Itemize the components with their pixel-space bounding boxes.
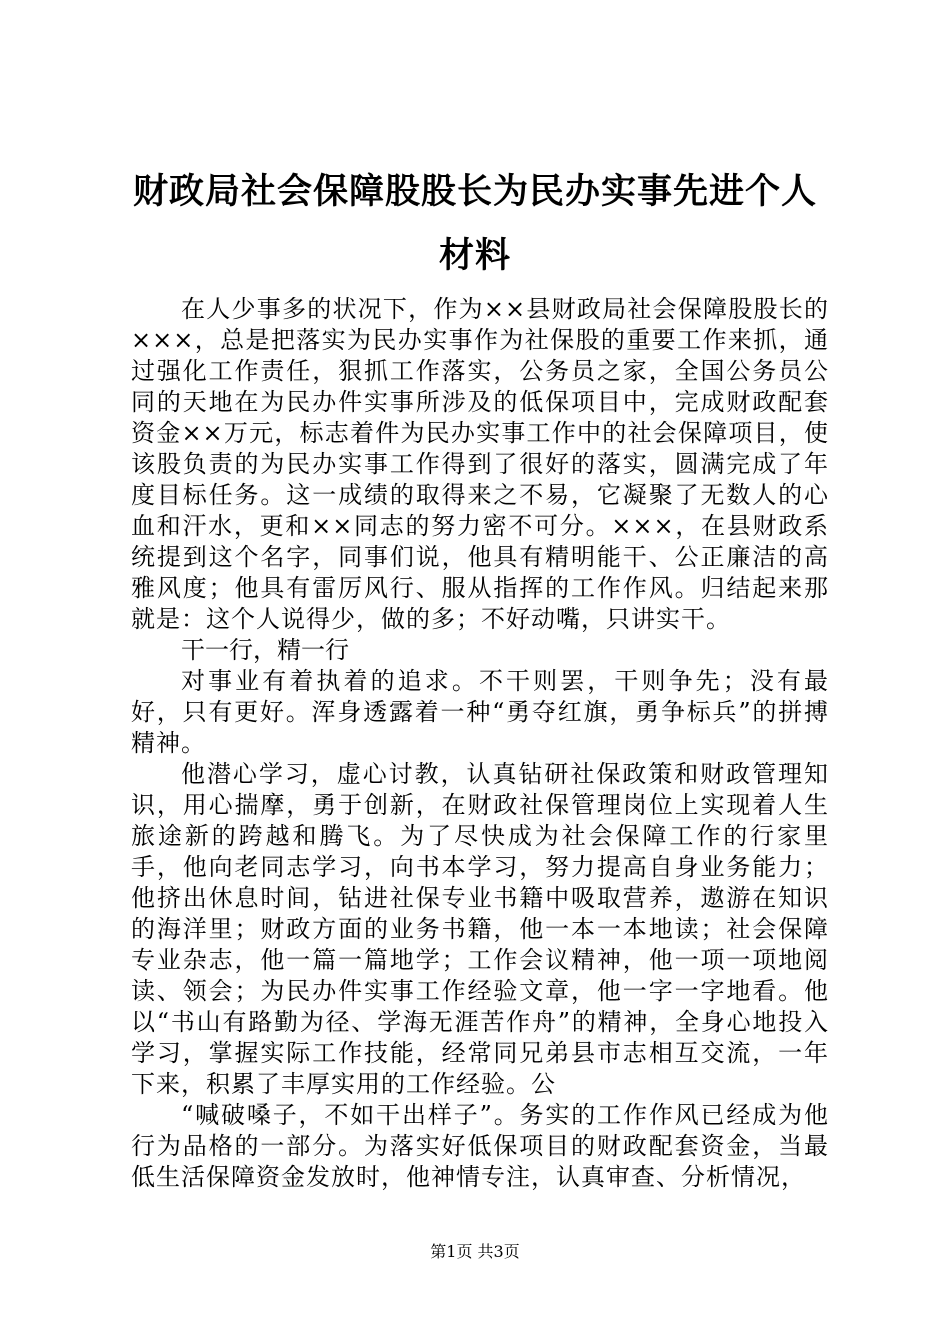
document-title: 财政局社会保障股股长为民办实事先进个人材料: [132, 172, 817, 276]
section-heading: 干一行，精一行: [181, 636, 349, 664]
paragraph-work-style: “喊破嗓子，不如干出样子”。务实的工作作风已经成为他行为品格的一部分。为落实好低保项目的财政配套资金，当最低生活保障资金发放时，他神情专注，认真审查、分析情况，: [131, 1101, 829, 1191]
paragraph-pursuit: 对事业有着执着的追求。不干则罢，干则争先；没有最好，只有更好。浑身透露着一种“勇夺红旗，勇争标兵”的拼搏精神。: [131, 667, 829, 757]
document-body: [131, 294, 829, 1193]
paragraph-study: 他潜心学习，虚心讨教，认真钻研社保政策和财政管理知识，用心揣摩，勇于创新，在财政社保管理岗位上实现着人生旅途新的跨越和腾飞。为了尽快成为社会保障工作的行家里手，他向老同志学习，向书本学习，努力提高自身业务能力；他挤出休息时间，钻进社保专业书籍中吸取营养，遨游在知识的海洋里；财政方面的业务书籍，他一本一本地读；社会保障专业杂志，他一篇一篇地学；工作会议精神，他一项一项地阅读、领会；为民办件实事工作经验文章，他一字一字地看。他以“书山有路勤为径、学海无涯苦作舟”的精神，全身心地投入学习，掌握实际工作技能，经常同兄弟县市志相互交流，一年下来，积累了丰厚实用的工作经验。公: [131, 760, 829, 1098]
paragraph-intro: 在人少事多的状况下，作为××县财政局社会保障股股长的×××，总是把落实为民办实事作为社保股的重要工作来抓，通过强化工作责任，狠抓工作落实，公务员之家，全国公务员公同的天地在为民办件实事所涉及的低保项目中，完成财政配套资金××万元，标志着件为民办实事工作中的社会保障项目，使该股负责的为民办实事工作得到了很好的落实，圆满完成了年度目标任务。这一成绩的取得来之不易，它凝聚了无数人的心血和汗水，更和××同志的努力密不可分。×××，在县财政系统提到这个名字，同事们说，他具有精明能干、公正廉洁的高雅风度；他具有雷厉风行、服从指挥的工作作风。归结起来那就是：这个人说得少，做的多；不好动嘴，只讲实干。: [131, 295, 829, 633]
page-number-footer: 第1页 共3页: [430, 1242, 520, 1261]
